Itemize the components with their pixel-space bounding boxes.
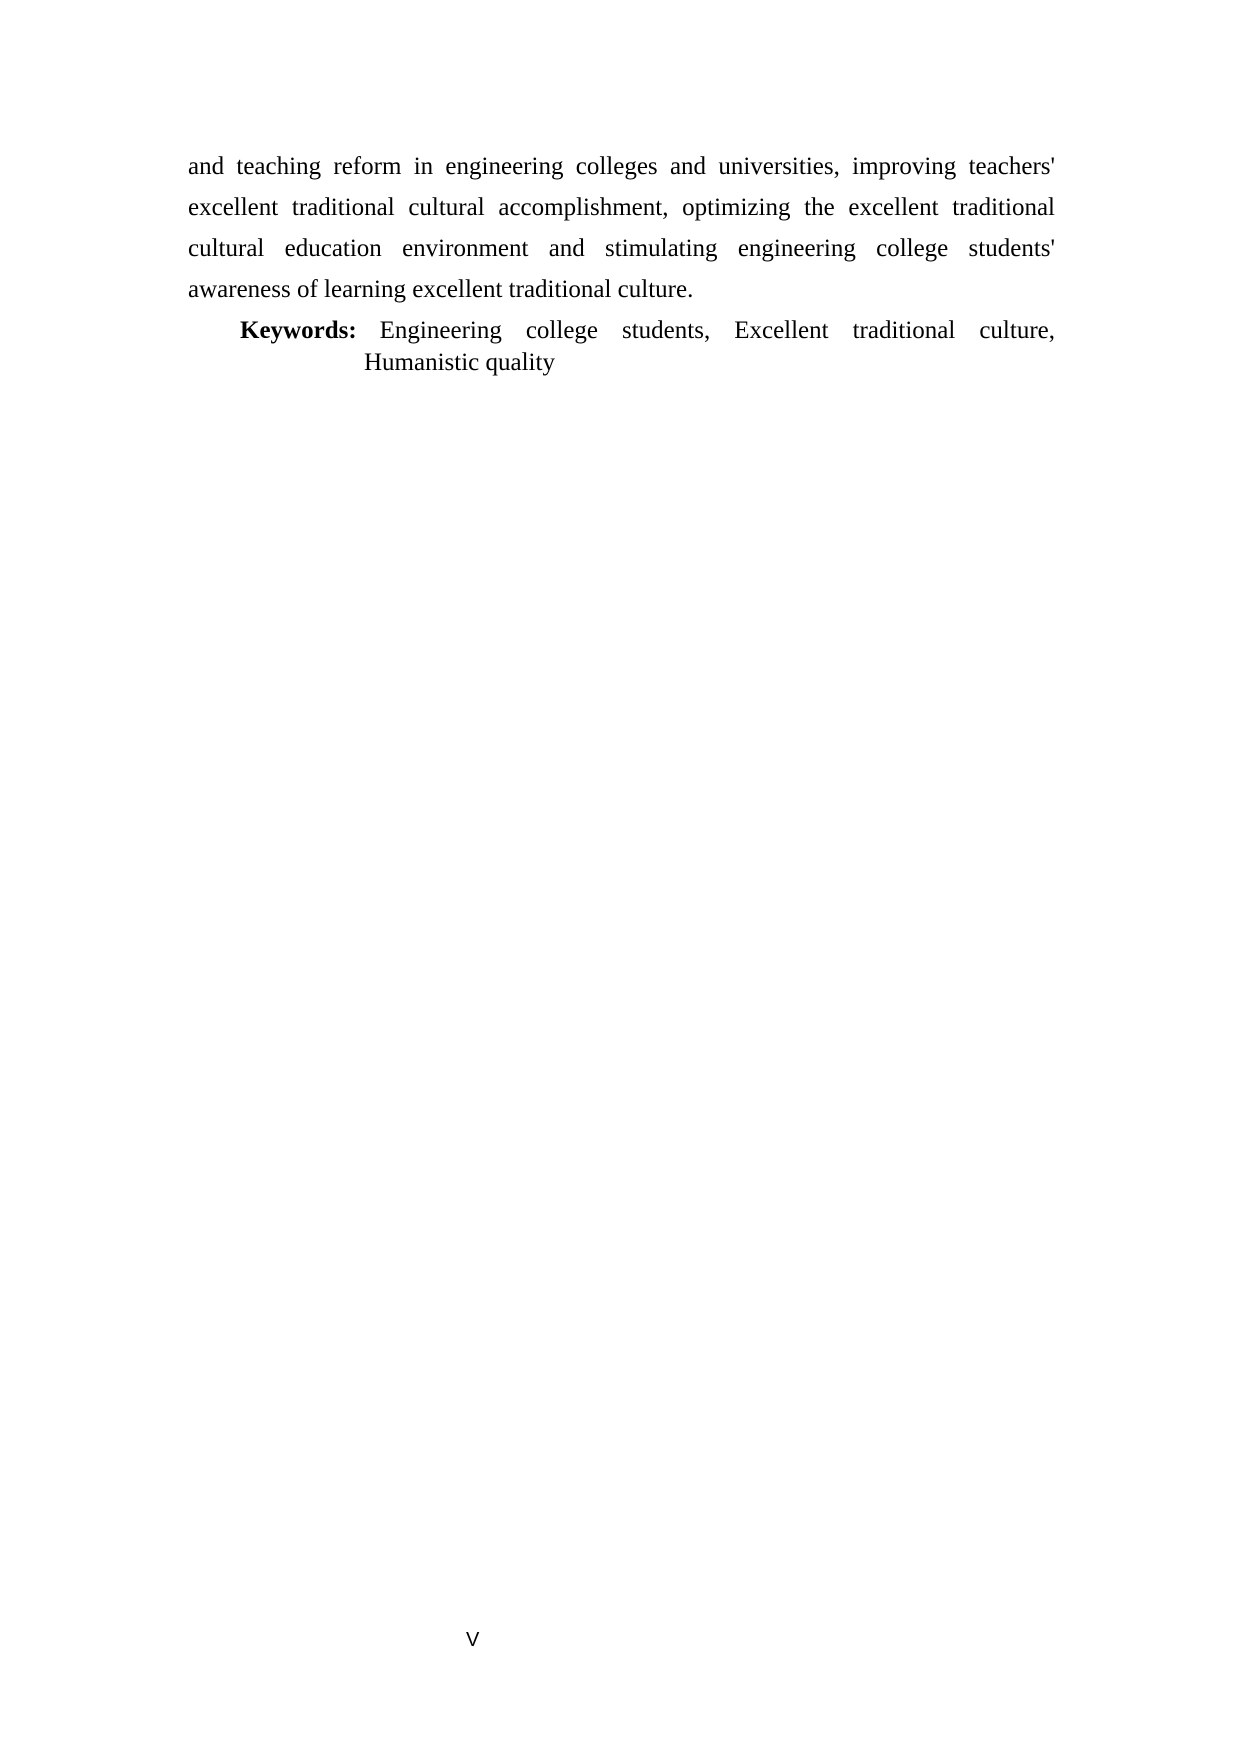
keywords-text-line-1: Engineering college students, Excellent traditional culture, xyxy=(379,317,1055,344)
abstract-line-4: awareness of learning excellent traditional culture. xyxy=(188,276,694,303)
keywords-line-1 xyxy=(240,315,1055,347)
abstract-paragraph xyxy=(188,146,1055,310)
keywords-section xyxy=(240,315,1055,379)
page-number: V xyxy=(466,1629,480,1651)
abstract-line-2: excellent traditional cultural accomplishment, optimizing the excellent traditional xyxy=(188,194,1055,221)
keywords-label: Keywords: xyxy=(240,317,357,344)
keywords-text-line-2: Humanistic quality xyxy=(364,349,555,376)
abstract-line-1: and teaching reform in engineering colleges and universities, improving teachers' xyxy=(188,153,1055,180)
abstract-line-3: cultural education environment and stimulating engineering college students' xyxy=(188,235,1055,262)
